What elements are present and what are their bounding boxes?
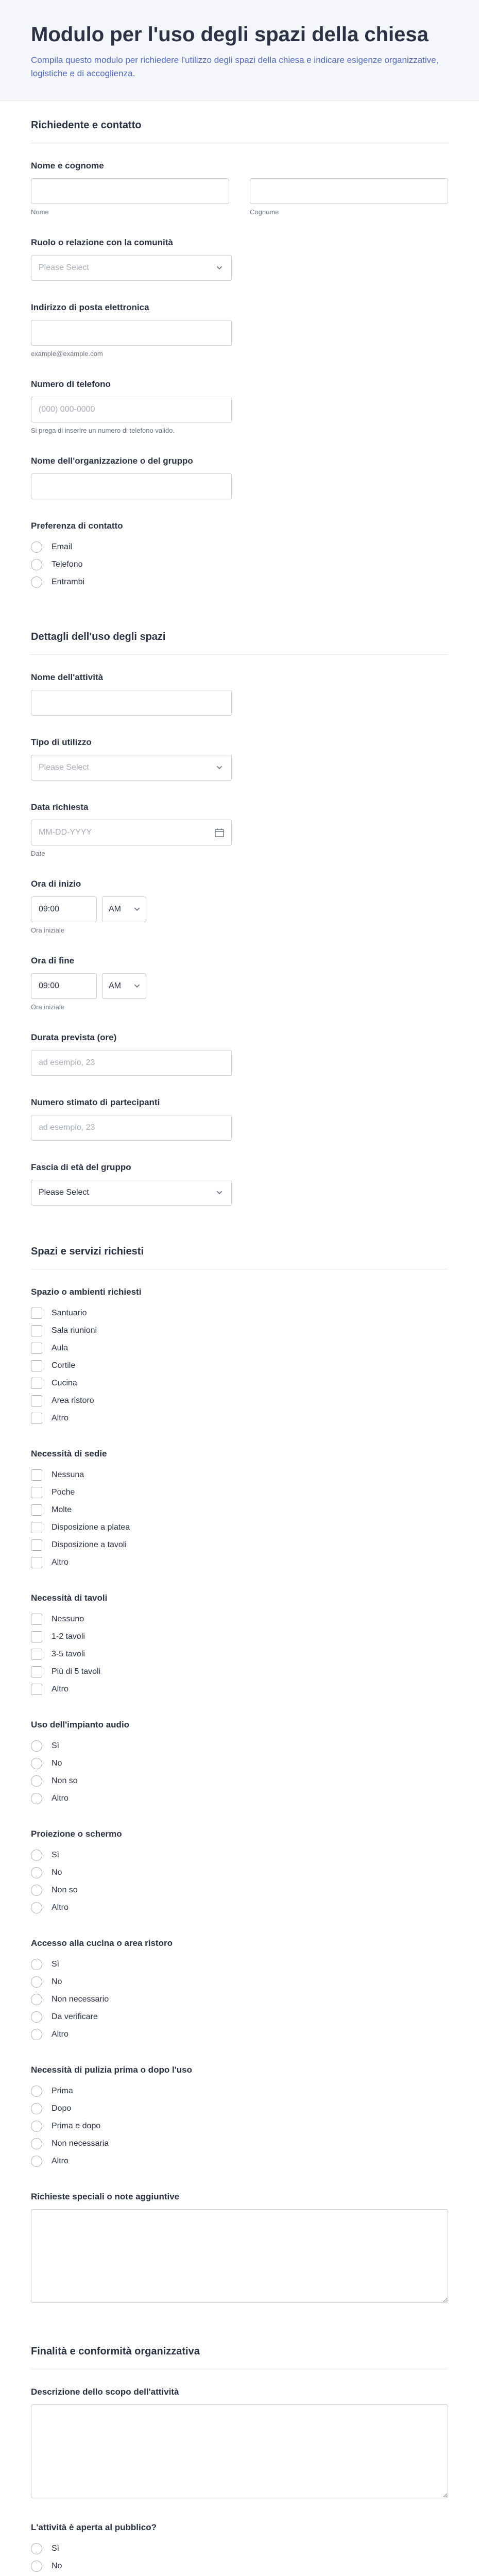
radio-button[interactable] [31, 1775, 42, 1787]
section-usage-details [0, 613, 479, 1206]
end-time-input[interactable] [31, 973, 97, 999]
first-name-input[interactable] [31, 178, 229, 204]
field-label: Tipo di utilizzo [31, 737, 92, 747]
radio-button[interactable] [31, 1994, 42, 2005]
projection-field [31, 1829, 448, 1917]
field-label: Indirizzo di posta elettronica [31, 302, 149, 312]
section-purpose-compliance [0, 2327, 479, 2576]
option-label: 3-5 tavoli [52, 1650, 85, 1658]
checkbox-option[interactable] [31, 1484, 448, 1501]
end-ampm-select[interactable] [102, 973, 146, 999]
radio-option[interactable] [31, 1755, 448, 1772]
option-label: Poche [52, 1488, 75, 1497]
section-title: Richiedente e contatto [31, 101, 448, 143]
checkbox-option[interactable] [31, 1322, 448, 1340]
option-label: Non so [52, 1886, 78, 1894]
option-label: Sì [52, 1851, 60, 1859]
select-value: Please Select [39, 763, 89, 772]
radio-option[interactable] [31, 2135, 448, 2153]
field-label: Descrizione dello scopo dell'attività [31, 2387, 179, 2397]
form-header [0, 0, 479, 101]
radio-option[interactable] [31, 538, 448, 556]
checkbox[interactable] [31, 1395, 42, 1406]
checkbox-option[interactable] [31, 1536, 448, 1554]
radio-option[interactable] [31, 2117, 448, 2135]
email-field [31, 302, 448, 358]
start-time-sublabel: Ora iniziale [31, 926, 65, 934]
radio-option[interactable] [31, 2082, 448, 2100]
option-label: Altro [52, 1794, 69, 1803]
checkbox[interactable] [31, 1631, 42, 1642]
radio-button[interactable] [31, 559, 42, 570]
radio-option[interactable] [31, 1956, 448, 1973]
option-label: Sì [52, 2544, 60, 2553]
radio-button[interactable] [31, 577, 42, 588]
option-label: Altro [52, 2157, 69, 2165]
end-time-sublabel: Ora iniziale [31, 1003, 65, 1011]
date-sublabel: Date [31, 850, 45, 857]
radio-option[interactable] [31, 1864, 448, 1882]
form-title: Modulo per l'uso degli spazi della chiesa [31, 23, 429, 46]
radio-button[interactable] [31, 2011, 42, 2023]
checkbox[interactable] [31, 1487, 42, 1498]
start-time-input[interactable] [31, 896, 97, 922]
option-label: No [52, 1759, 62, 1768]
checkbox-option[interactable] [31, 1357, 448, 1375]
activity-field [31, 672, 448, 716]
option-label: Entrambi [52, 578, 85, 586]
radio-button[interactable] [31, 1793, 42, 1804]
radio-button[interactable] [31, 1867, 42, 1878]
phone-field [31, 379, 448, 434]
radio-option[interactable] [31, 2557, 448, 2575]
last-name-sublabel: Cognome [250, 208, 279, 216]
usage-type-field [31, 737, 448, 781]
checkbox[interactable] [31, 1539, 42, 1551]
usage-type-select[interactable] [31, 755, 232, 781]
date-field [31, 802, 448, 857]
option-label: No [52, 2562, 62, 2570]
radio-button[interactable] [31, 1885, 42, 1896]
section-title: Finalità e conformità organizzativa [31, 2327, 448, 2369]
radio-option[interactable] [31, 2153, 448, 2170]
last-name-input[interactable] [250, 178, 448, 204]
tables-field [31, 1593, 448, 1698]
option-label: Altro [52, 2030, 69, 2039]
name-field [31, 161, 448, 216]
checkbox-option[interactable] [31, 1681, 448, 1698]
cleaning-field [31, 2065, 448, 2170]
field-label: Necessità di tavoli [31, 1593, 108, 1603]
option-label: Disposizione a platea [52, 1523, 130, 1532]
form-subtitle: Compila questo modulo per richiedere l'utilizzo degli spazi della chiesa e indicare esigenze organizzative, logistiche e di accoglienza. [31, 55, 439, 78]
radio-button[interactable] [31, 1959, 42, 1970]
checkbox-option[interactable] [31, 1646, 448, 1663]
checkbox[interactable] [31, 1504, 42, 1516]
select-value: Please Select [39, 1188, 89, 1197]
radio-button[interactable] [31, 2103, 42, 2114]
radio-button[interactable] [31, 2138, 42, 2149]
option-label: No [52, 1868, 62, 1877]
age-range-select[interactable] [31, 1180, 232, 1206]
chevron-down-icon [215, 1188, 224, 1197]
option-label: Molte [52, 1505, 72, 1514]
checkbox-option[interactable] [31, 1611, 448, 1628]
option-label: Altro [52, 1414, 69, 1422]
phone-sublabel: Si prega di inserire un numero di telefono valido. [31, 427, 175, 434]
field-label: Nome e cognome [31, 161, 104, 171]
option-label: Non necessario [52, 1995, 109, 2004]
section-requester [0, 101, 479, 591]
radio-button[interactable] [31, 2156, 42, 2167]
radio-option[interactable] [31, 1790, 448, 1807]
field-label: L'attività è aperta al pubblico? [31, 2522, 157, 2532]
first-name-sublabel: Nome [31, 208, 49, 216]
checkbox-option[interactable] [31, 1375, 448, 1392]
option-label: Cucina [52, 1379, 77, 1387]
checkbox[interactable] [31, 1413, 42, 1424]
checkbox[interactable] [31, 1360, 42, 1371]
field-label: Nome dell'organizzazione o del gruppo [31, 456, 193, 466]
start-ampm-select[interactable] [102, 896, 146, 922]
option-label: Nessuno [52, 1615, 84, 1623]
radio-option[interactable] [31, 556, 448, 573]
checkbox-option[interactable] [31, 1410, 448, 1427]
option-label: Non so [52, 1776, 78, 1785]
radio-button[interactable] [31, 1758, 42, 1769]
field-label: Richieste speciali o note aggiuntive [31, 2192, 180, 2201]
select-value: Please Select [39, 263, 89, 272]
checkbox-option[interactable] [31, 1392, 448, 1410]
phone-input[interactable] [31, 397, 232, 422]
option-label: Da verificare [52, 2012, 98, 2021]
email-sublabel: example@example.com [31, 350, 103, 358]
duration-field [31, 1032, 448, 1076]
checkbox-option[interactable] [31, 1628, 448, 1646]
radio-button[interactable] [31, 1850, 42, 1861]
option-label: Altro [52, 1903, 69, 1912]
checkbox-option[interactable] [31, 1340, 448, 1357]
checkbox[interactable] [31, 1614, 42, 1625]
requests-field [31, 2192, 448, 2306]
checkbox-option[interactable] [31, 1663, 448, 1681]
email-input[interactable] [31, 320, 232, 346]
age-range-field [31, 1162, 448, 1206]
option-label: Altro [52, 1685, 69, 1693]
checkbox[interactable] [31, 1684, 42, 1695]
option-label: Non necessaria [52, 2139, 109, 2148]
checkbox-option[interactable] [31, 1519, 448, 1536]
field-label: Ora di fine [31, 956, 75, 965]
field-label: Proiezione o schermo [31, 1829, 122, 1839]
checkbox-option[interactable] [31, 1304, 448, 1322]
chevron-down-icon [215, 263, 224, 273]
option-label: Cortile [52, 1361, 76, 1370]
seats-field [31, 1449, 448, 1571]
field-label: Preferenza di contatto [31, 521, 123, 531]
section-title: Dettagli dell'uso degli spazi [31, 613, 448, 655]
select-value: AM [109, 905, 121, 913]
field-label: Necessità di pulizia prima o dopo l'uso [31, 2065, 192, 2075]
activity-input[interactable] [31, 690, 232, 716]
option-label: Disposizione a tavoli [52, 1540, 127, 1549]
chevron-down-icon [132, 981, 142, 991]
option-label: No [52, 1977, 62, 1986]
role-field [31, 238, 448, 281]
radio-button[interactable] [31, 2543, 42, 2554]
field-label: Fascia di età del gruppo [31, 1162, 131, 1172]
end-time-field [31, 956, 448, 1011]
checkbox[interactable] [31, 1649, 42, 1660]
radio-option[interactable] [31, 1846, 448, 1864]
radio-button[interactable] [31, 2029, 42, 2040]
start-time-field [31, 879, 448, 934]
org-field [31, 456, 448, 499]
radio-button[interactable] [31, 1976, 42, 1988]
option-label: Area ristoro [52, 1396, 94, 1405]
option-label: Prima e dopo [52, 2122, 101, 2130]
chevron-down-icon [132, 905, 142, 914]
field-label: Uso dell'impianto audio [31, 1720, 130, 1730]
section-title: Spazi e servizi richiesti [31, 1227, 448, 1269]
purpose-field [31, 2387, 448, 2501]
participants-field [31, 1097, 448, 1141]
chevron-down-icon [215, 763, 224, 772]
radio-option[interactable] [31, 1772, 448, 1790]
option-label: Telefono [52, 560, 83, 569]
radio-button[interactable] [31, 2121, 42, 2132]
checkbox-option[interactable] [31, 1554, 448, 1571]
checkbox[interactable] [31, 1666, 42, 1677]
public-field [31, 2522, 448, 2575]
spaces-field [31, 1287, 448, 1427]
select-value: AM [109, 981, 121, 990]
radio-button[interactable] [31, 2086, 42, 2097]
radio-option[interactable] [31, 2540, 448, 2557]
section-spaces-services [0, 1227, 479, 2306]
field-label: Durata prevista (ore) [31, 1032, 117, 1042]
radio-option[interactable] [31, 573, 448, 591]
field-label: Numero di telefono [31, 379, 111, 389]
checkbox-option[interactable] [31, 1501, 448, 1519]
radio-option[interactable] [31, 1882, 448, 1899]
option-label: Nessuna [52, 1470, 84, 1479]
option-label: Prima [52, 2087, 73, 2095]
radio-option[interactable] [31, 1973, 448, 1991]
checkbox-option[interactable] [31, 1466, 448, 1484]
field-label: Data richiesta [31, 802, 89, 812]
option-label: Sì [52, 1741, 60, 1750]
checkbox[interactable] [31, 1343, 42, 1354]
checkbox[interactable] [31, 1325, 42, 1336]
field-label: Spazio o ambienti richiesti [31, 1287, 142, 1297]
field-label: Numero stimato di partecipanti [31, 1097, 160, 1107]
checkbox[interactable] [31, 1378, 42, 1389]
field-label: Nome dell'attività [31, 672, 104, 682]
participants-input[interactable] [31, 1115, 232, 1141]
radio-option[interactable] [31, 1737, 448, 1755]
calendar-icon[interactable] [214, 827, 225, 838]
option-label: Dopo [52, 2104, 72, 2113]
kitchen-field [31, 1938, 448, 2043]
option-label: Altro [52, 1558, 69, 1567]
radio-button[interactable] [31, 1902, 42, 1913]
role-select[interactable] [31, 255, 232, 281]
date-input[interactable] [31, 820, 232, 845]
radio-option[interactable] [31, 2008, 448, 2026]
radio-button[interactable] [31, 541, 42, 553]
option-label: Aula [52, 1344, 69, 1352]
option-label: Più di 5 tavoli [52, 1667, 101, 1676]
option-label: Sì [52, 1960, 60, 1969]
requests-textarea[interactable] [31, 2209, 448, 2303]
option-label: Sala riunioni [52, 1326, 97, 1335]
checkbox[interactable] [31, 1522, 42, 1533]
radio-option[interactable] [31, 1991, 448, 2008]
org-input[interactable] [31, 473, 232, 499]
radio-option[interactable] [31, 2100, 448, 2117]
radio-option[interactable] [31, 2026, 448, 2043]
option-label: Email [52, 543, 73, 551]
option-label: 1-2 tavoli [52, 1632, 85, 1641]
option-label: Santuario [52, 1309, 87, 1317]
contact-pref-field [31, 521, 448, 591]
checkbox[interactable] [31, 1308, 42, 1319]
checkbox[interactable] [31, 1557, 42, 1568]
audio-field [31, 1720, 448, 1807]
field-label: Necessità di sedie [31, 1449, 107, 1459]
field-label: Ora di inizio [31, 879, 81, 889]
field-label: Ruolo o relazione con la comunità [31, 238, 173, 247]
radio-option[interactable] [31, 1899, 448, 1917]
purpose-textarea[interactable] [31, 2404, 448, 2498]
radio-button[interactable] [31, 2561, 42, 2572]
checkbox[interactable] [31, 1469, 42, 1481]
duration-input[interactable] [31, 1050, 232, 1076]
radio-button[interactable] [31, 1740, 42, 1752]
field-label: Accesso alla cucina o area ristoro [31, 1938, 173, 1948]
